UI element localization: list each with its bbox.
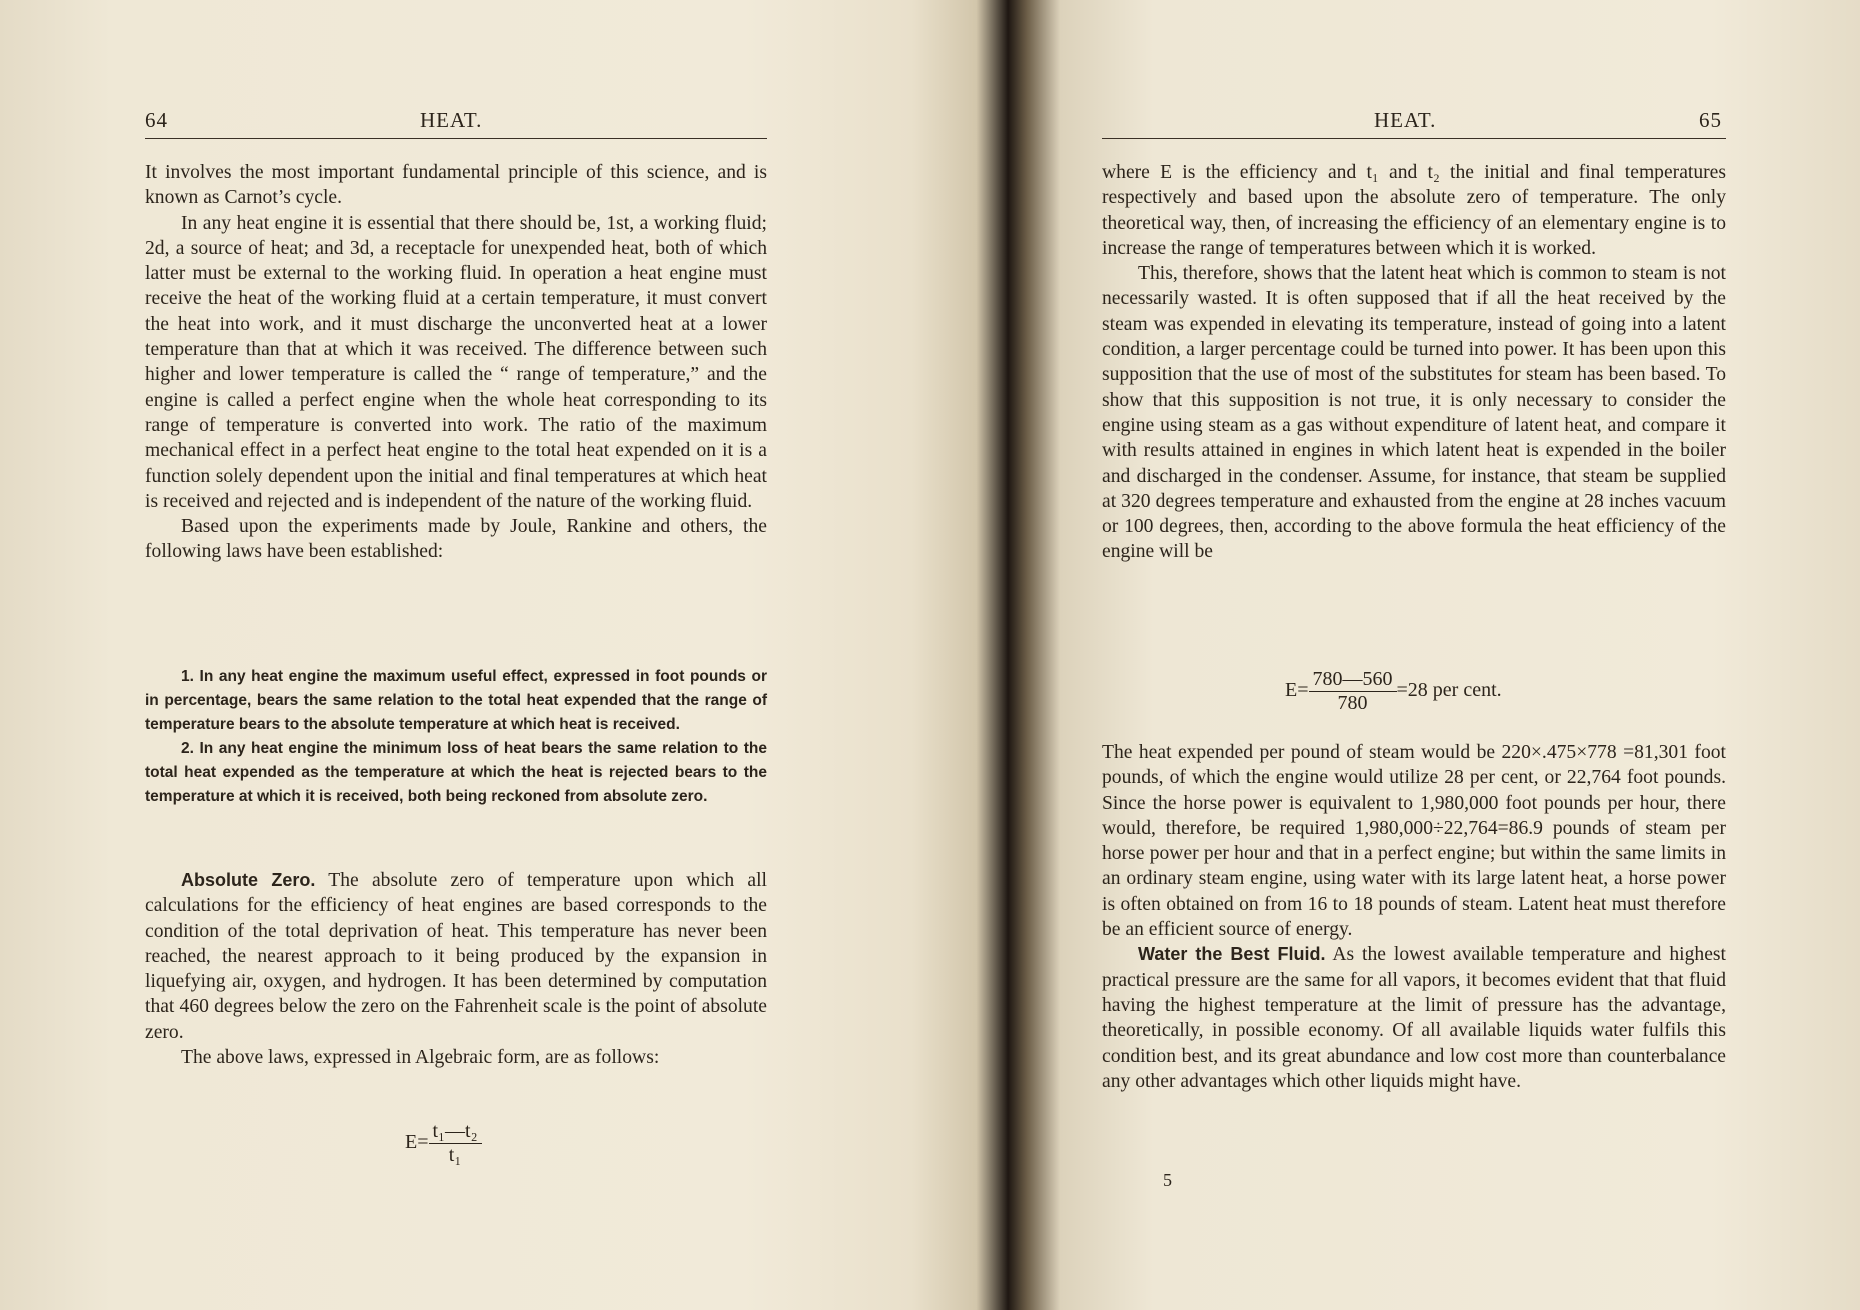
header-rule-right [1102,138,1726,139]
left-page [0,0,920,1310]
water-best-fluid-text: As the lowest available temperature and highest practical pressure are the same for all vapors, it becomes evident that that fluid having the highest temperature at the limit of pressure has the advantage, theoretically, in possible economy. Of all available liquids water fulfils this condition best, and its great abundance and low cost more than counterbalance any other advantages which other liquids might have. [1102,944,1726,1092]
running-head-left: HEAT. [420,108,483,132]
running-head-right: HEAT. [1374,108,1437,132]
right-body-bottom [1102,740,1726,1094]
absolute-zero-text: The absolute zero of temperature upon which all calculations for the efficiency of heat engines are based corresponds to the condition of the total deprivation of heat. This temperature has never been reached, the nearest approach to it being produced by the expansion in liquefying air, oxygen, and hydrogen. It has been determined by computation that 460 degrees below the zero on the Fahrenheit scale is the point of absolute zero. [145,870,767,1043]
laws-list [145,665,767,809]
law-2: 2. In any heat engine the minimum loss of heat bears the same relation to the total heat expended as the temperature at which the heat is rejected bears to the temperature at which it is received, both being reckoned from absolute zero. [145,740,767,805]
page-number-left: 64 [145,108,168,132]
steam-efficiency-formula [1285,668,1502,715]
formula-fraction [429,1120,482,1167]
header-rule-left [145,138,767,139]
signature-mark: 5 [1163,1170,1172,1190]
left-body-top [145,160,767,565]
water-best-fluid-heading: Water the Best Fluid. [1138,944,1326,965]
absolute-zero-para [145,868,767,1045]
left-body-bottom [145,868,767,1070]
efficiency-formula [405,1120,482,1167]
law-1: 1. In any heat engine the maximum useful effect, expressed in foot pounds or in percentage, bears the same relation to the total heat expended that the range of temperature bears to the absolute temperature at which heat is received. [145,668,767,733]
left-para-1: It involves the most important fundamental principle of this science, and is known as Carnot’s cycle. [145,162,767,209]
right-para-2: This, therefore, shows that the latent heat which is common to steam is not necessarily wasted. It is often supposed that if all the heat received by the steam was expended in elevating its temperature, instead of going into a latent condition, a larger percentage could be turned into power. It has been upon this supposition that the use of most of the substitutes for steam has been based. To show that this supposition is not true, it is only necessary to consider the engine using steam as a gas without expenditure of latent heat, and compare it with results attained in engines in which latent heat is expended in the boiler and discharged in the condenser. Assume, for instance, that steam be supplied at 320 degrees temperature and exhausted from the engine at 28 inches vacuum or 100 degrees, then, according to the above formula the heat efficiency of the engine will be [1102,263,1726,563]
right-page [940,0,1860,1310]
steam-formula-numerator: 780—560 [1309,668,1397,692]
water-best-fluid-para [1102,942,1726,1094]
left-para-5: The above laws, expressed in Algebraic form, are as follows: [181,1047,660,1069]
steam-formula-lhs: E= [1285,679,1309,702]
formula-lhs: E= [405,1131,429,1154]
steam-formula-result: =28 per cent. [1396,679,1502,702]
absolute-zero-heading: Absolute Zero. [181,870,316,890]
left-para-2: In any heat engine it is essential that there should be, 1st, a working fluid; 2d, a source of heat; and 3d, a receptacle for unexpended heat, both of which latter must be external to the working fluid. In operation a heat engine must receive the heat of the working fluid at a certain temperature, it must convert the heat into work, and it must discharge the unconverted heat at a lower temperature than that at which it was received. The difference between such higher and lower temperature is called the “ range of temperature,” and the engine is called a perfect engine when the whole heat corresponding to its range of temperature is converted into work. The ratio of the maximum mechanical effect in a perfect heat engine to the total heat expended on it is a function solely dependent upon the initial and final temperatures at which heat is received and rejected and is independent of the nature of the working fluid. [145,212,767,512]
right-para-1: where E is the efficiency and t₁ and t₂ the initial and final temperatures respectively and based upon the absolute zero of temperature. The only theoretical way, then, of increasing the efficiency of an elementary engine is to increase the range of temperatures between which it is worked. [1102,162,1726,259]
steam-formula-denominator: 780 [1337,692,1368,714]
formula-numerator: t₁—t₂ [429,1120,482,1144]
right-body-top [1102,160,1726,565]
left-para-3: Based upon the experiments made by Joule, Rankine and others, the following laws have been established: [145,516,767,563]
right-para-3: The heat expended per pound of steam would be 220×.475×778 =81,301 foot pounds, of which the engine would utilize 28 per cent, or 22,764 foot pounds. Since the horse power is equivalent to 1,980,000 foot pounds per hour, there would, therefore, be required 1,980,000÷22,764=86.9 pounds of steam per horse power per hour and that in a perfect engine; but within the same limits in an ordinary steam engine, using water with its large latent heat, a horse power is often obtained on from 16 to 18 pounds of steam. Latent heat must therefore be an efficient source of energy. [1102,742,1726,941]
steam-formula-fraction [1309,668,1397,715]
page-number-right: 65 [1699,108,1722,132]
formula-denominator: t₁ [448,1144,462,1166]
